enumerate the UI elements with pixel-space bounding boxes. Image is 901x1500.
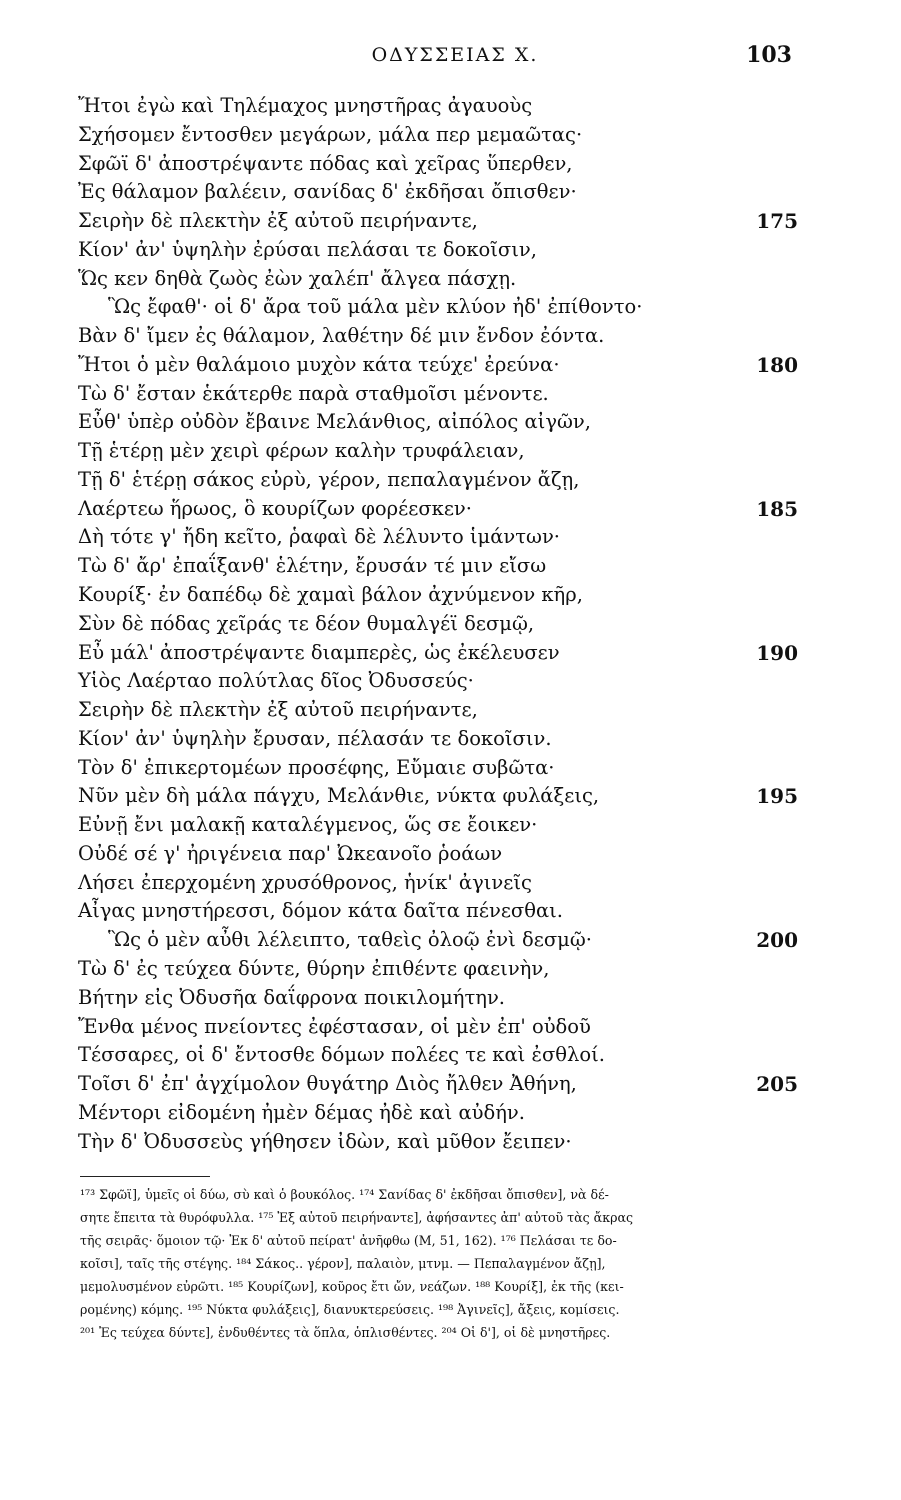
- footnote-line: μεμολυσμένον εὐρῶτι. ¹⁸⁵ Κουρίζων], κοῦρος ἔτι ὤν, νεάζων. ¹⁸⁸ Κουρίξ], ἐκ τῆς (κει-: [80, 1279, 624, 1294]
- verse-text: Αἶγας μνηστήρεσσι, δόμον κάτα δαῖτα πένεσθαι.: [78, 899, 563, 923]
- line-number: 190: [756, 640, 798, 665]
- verse-text: Τὼ δ' ἄρ' ἐπαΐξανθ' ἑλέτην, ἔρυσάν τέ μιν εἴσω: [78, 554, 547, 578]
- verse-text: Ὥς κεν δηθὰ ζωὸς ἐὼν χαλέπ' ἄλγεα πάσχῃ.: [78, 266, 517, 290]
- verse-line: [78, 1041, 798, 1070]
- verse-text: Βὰν δ' ἴμεν ἐς θάλαμον, λαθέτην δέ μιν ἔνδον ἐόντα.: [78, 324, 605, 348]
- verse-text: Δὴ τότε γ' ἤδη κεῖτο, ῥαφαὶ δὲ λέλυντο ἱμάντων·: [78, 525, 560, 549]
- verse-line: [78, 437, 798, 466]
- verse-line: [78, 552, 798, 581]
- verse-line: [78, 495, 798, 524]
- verse-line: [78, 610, 798, 639]
- footnote-line: τῆς σειρᾶς· ὅμοιον τῷ· Ἐκ δ' αὐτοῦ πείρατ' ἀνῆφθω (Μ, 51, 162). ¹⁷⁶ Πελάσαι τε δο-: [80, 1233, 617, 1248]
- verse-line: [78, 293, 798, 322]
- footnote-line: σητε ἔπειτα τὰ θυρόφυλλα. ¹⁷⁵ Ἐξ αὐτοῦ πειρήναντε], ἀφήσαντες ἀπ' αὐτοῦ τὰς ἄκρας: [80, 1210, 634, 1225]
- verse-line: [78, 955, 798, 984]
- verse-text: Ἤτοι ἐγὼ καὶ Τηλέμαχος μνηστῆρας ἀγαυοὺς: [78, 94, 533, 117]
- line-number: 200: [756, 928, 798, 953]
- line-number: 175: [756, 209, 798, 234]
- verse-text: Ἔνθα μένος πνείοντες ἐφέστασαν, οἱ μὲν ἐπ' οὐδοῦ: [78, 1014, 591, 1038]
- verse-text: Μέντορι εἰδομένη ἠμὲν δέμας ἠδὲ καὶ αὐδήν.: [78, 1100, 525, 1124]
- verse-text: Ἐς θάλαμον βαλέειν, σανίδας δ' ἐκδῆσαι ὄπισθεν·: [78, 180, 577, 204]
- verse-line: [78, 207, 798, 236]
- verse-line: [78, 926, 798, 955]
- verse-line: [78, 869, 798, 898]
- verse-line: [78, 984, 798, 1013]
- verse-text: Οὐδέ σέ γ' ἠριγένεια παρ' Ὠκεανοῖο ῥοάων: [78, 841, 503, 865]
- verse-text: Ὣς ἔφαθ'· οἱ δ' ἄρα τοῦ μάλα μὲν κλύον ἠδ' ἐπίθοντο·: [108, 295, 643, 319]
- verse-text: Εὖ μάλ' ἀποστρέψαντε διαμπερὲς, ὡς ἐκέλευσεν: [78, 640, 560, 664]
- verse-line: [78, 897, 798, 926]
- verse-text: Εὖθ' ὑπὲρ οὐδὸν ἔβαινε Μελάνθιος, αἰπόλος αἰγῶν,: [78, 410, 591, 434]
- verse-text: Ὣς ὁ μὲν αὖθι λέλειπτο, ταθεὶς ὀλοῷ ἐνὶ δεσμῷ·: [108, 928, 592, 952]
- verse-text: Σφῶϊ δ' ἀποστρέψαντε πόδας καὶ χεῖρας ὕπερθεν,: [78, 151, 573, 175]
- verse-text: Υἱὸς Λαέρταο πολύτλας δῖος Ὀδυσσεύς·: [78, 669, 474, 693]
- verse-line: [78, 121, 798, 150]
- verse-text: Τὴν δ' Ὀδυσσεὺς γήθησεν ἰδὼν, καὶ μῦθον ἔειπεν·: [78, 1129, 572, 1153]
- page-number: 103: [746, 42, 792, 68]
- verse-line: [78, 639, 798, 668]
- verse-text: Κίον' ἀν' ὑψηλὴν ἔρυσαν, πέλασάν τε δοκοῖσιν.: [78, 726, 552, 750]
- line-number: 185: [756, 496, 798, 521]
- footnote-line: ²⁰¹ Ἐς τεύχεα δύντε], ἐνδυθέντες τὰ ὅπλα, ὁπλισθέντες. ²⁰⁴ Οἱ δ'], οἱ δὲ μνηστῆρες.: [80, 1325, 611, 1340]
- verse-text: Τὼ δ' ἔσταν ἑκάτερθε παρὰ σταθμοῖσι μένοντε.: [78, 381, 549, 405]
- verse-line: [78, 92, 798, 121]
- verse-text: Λαέρτεω ἥρωος, ὃ κουρίζων φορέεσκεν·: [78, 496, 472, 520]
- verse-line: [78, 351, 798, 380]
- footnote-rule: [80, 1176, 210, 1177]
- verse-text: Λήσει ἐπερχομένη χρυσόθρονος, ἡνίκ' ἀγινεῖς: [78, 870, 532, 894]
- verse-line: [78, 1013, 798, 1042]
- verse-text: Σειρὴν δὲ πλεκτὴν ἐξ αὐτοῦ πειρήναντε,: [78, 698, 478, 722]
- footnote-line: ρομένης) κόμης. ¹⁹⁵ Νύκτα φυλάξεις], διανυκτερεύσεις. ¹⁹⁸ Ἀγινεῖς], ἄξεις, κομίσεις.: [80, 1302, 620, 1317]
- verse-line: [78, 1070, 798, 1099]
- line-number: 195: [756, 784, 798, 809]
- verse-line: [78, 265, 798, 294]
- verse-line: [78, 380, 798, 409]
- verse-line: [78, 466, 798, 495]
- verse-text: Νῦν μὲν δὴ μάλα πάγχυ, Μελάνθιε, νύκτα φυλάξεις,: [78, 784, 600, 808]
- verse-line: [78, 150, 798, 179]
- verse-line: [78, 523, 798, 552]
- footnote-line: ¹⁷³ Σφῶϊ], ὑμεῖς οἱ δύω, σὺ καὶ ὁ βουκόλος. ¹⁷⁴ Σανίδας δ' ἐκδῆσαι ὄπισθεν], νὰ δέ-: [80, 1187, 609, 1202]
- line-number: 180: [756, 352, 798, 377]
- verse-line: [78, 840, 798, 869]
- verse-text: Κίον' ἀν' ὑψηλὴν ἐρύσαι πελάσαι τε δοκοῖσιν,: [78, 237, 537, 261]
- footnote-line: κοῖσι], ταῖς τῆς στέγης. ¹⁸⁴ Σάκος.. γέρον], παλαιὸν, μτνμ. — Πεπαλαγμένον ἄζῃ],: [80, 1256, 606, 1271]
- verse-line: [78, 581, 798, 610]
- verse-text: Εὐνῇ ἔνι μαλακῇ καταλέγμενος, ὥς σε ἔοικεν·: [78, 813, 538, 837]
- verse-line: [78, 754, 798, 783]
- footnotes: [80, 1183, 792, 1344]
- verse-line: [78, 322, 798, 351]
- verse-text: Τῇ ἑτέρῃ μὲν χειρὶ φέρων καλὴν τρυφάλειαν,: [78, 439, 525, 463]
- verse-text: Βήτην εἰς Ὀδυσῆα δαΐφρονα ποικιλομήτην.: [78, 985, 505, 1009]
- verse-line: [78, 236, 798, 265]
- verse-text: Τέσσαρες, οἱ δ' ἔντοσθε δόμων πολέες τε καὶ ἐσθλοί.: [78, 1043, 605, 1067]
- verse-block: [78, 92, 798, 1156]
- verse-text: Σὺν δὲ πόδας χεῖράς τε δέον θυμαλγέϊ δεσμῷ,: [78, 611, 535, 635]
- verse-text: Ἤτοι ὁ μὲν θαλάμοιο μυχὸν κάτα τεύχε' ἐρεύνα·: [78, 352, 560, 376]
- verse-text: Τῇ δ' ἑτέρῃ σάκος εὐρὺ, γέρον, πεπαλαγμένον ἄζῃ,: [78, 467, 580, 491]
- verse-text: Σειρὴν δὲ πλεκτὴν ἐξ αὐτοῦ πειρήναντε,: [78, 209, 478, 233]
- running-title: ΟΔΥΣΣΕΙΑΣ Χ.: [371, 44, 539, 66]
- verse-line: [78, 667, 798, 696]
- verse-line: [78, 696, 798, 725]
- verse-text: Τοῖσι δ' ἐπ' ἀγχίμολον θυγάτηρ Διὸς ἤλθεν Ἀθήνη,: [78, 1072, 577, 1096]
- verse-line: [78, 408, 798, 437]
- verse-line: [78, 178, 798, 207]
- verse-text: Σχήσομεν ἔντοσθεν μεγάρων, μάλα περ μεμαῶτας·: [78, 122, 583, 146]
- line-number: 205: [756, 1072, 798, 1097]
- verse-line: [78, 1128, 798, 1157]
- verse-line: [78, 725, 798, 754]
- verse-line: [78, 782, 798, 811]
- verse-text: Τὸν δ' ἐπικερτομέων προσέφης, Εὔμαιε συβῶτα·: [78, 755, 555, 779]
- verse-line: [78, 811, 798, 840]
- verse-text: Κουρίξ· ἐν δαπέδῳ δὲ χαμαὶ βάλον ἀχνύμενον κῆρ,: [78, 583, 583, 607]
- verse-text: Τὼ δ' ἐς τεύχεα δύντε, θύρην ἐπιθέντε φαεινὴν,: [78, 956, 550, 980]
- verse-line: [78, 1099, 798, 1128]
